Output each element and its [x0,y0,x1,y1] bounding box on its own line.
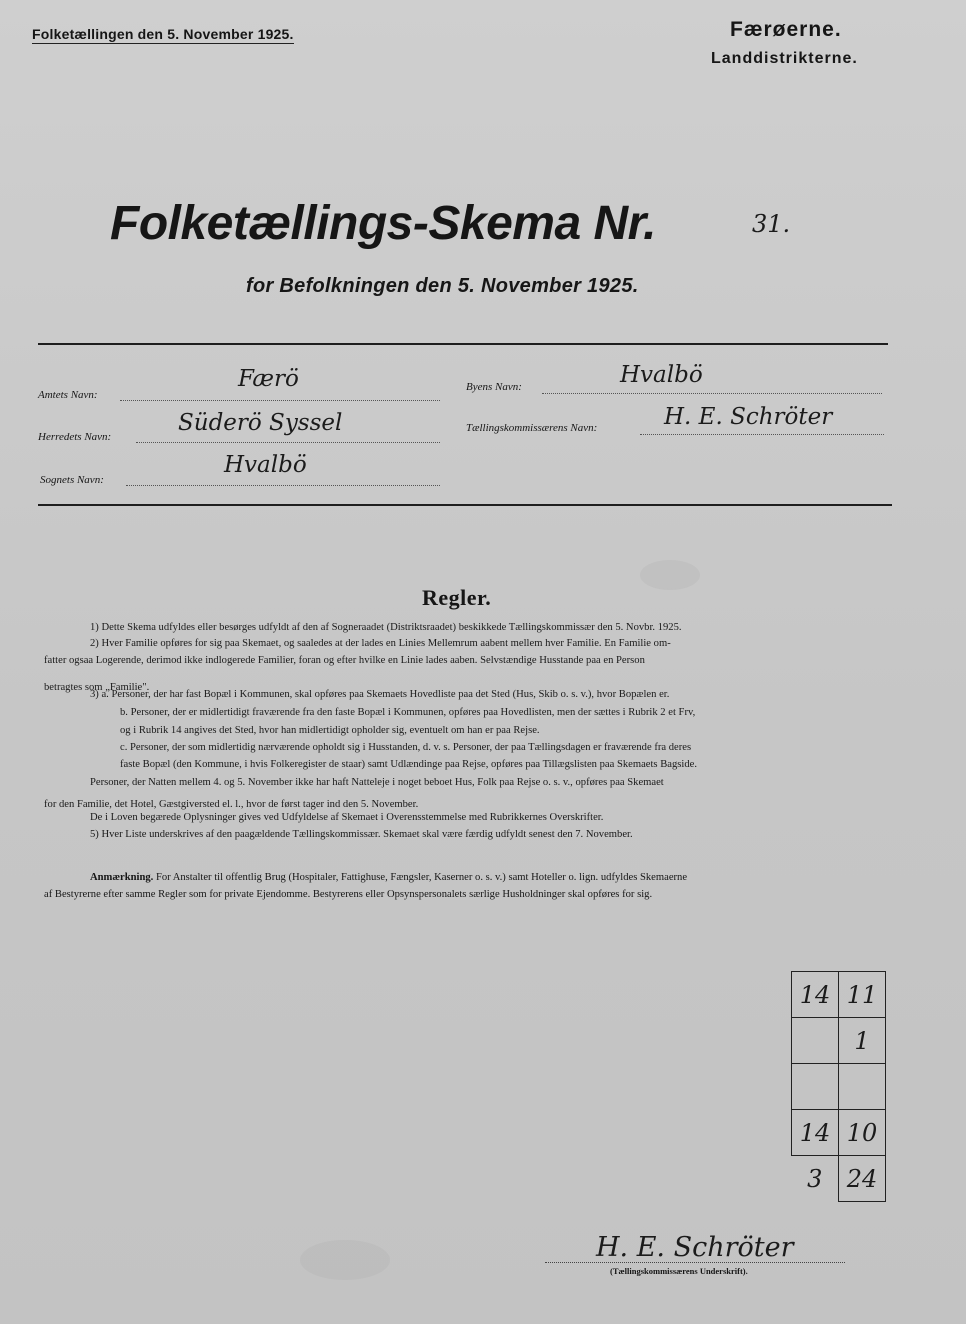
regler-heading: Regler. [422,585,492,610]
rule-line: b. Personer, der er midlertidigt fraværende fra den faste Bopæl i Kommunen, opføres paa Hovedlisten, men der sættes i Rubrik 2 et Frv, [120,707,696,718]
tally-row [792,1064,886,1110]
tally-cell: 1 [839,1018,886,1064]
tally-cell: 14 [792,972,839,1018]
paper-stain [300,1240,390,1280]
rule-line: 1) Dette Skema udfyldes eller besørges udfyldt af den af Sogneraadet (Distriktsraadet) beskikkede Tællingskommissær den 5. Novbr. 1925. [90,622,682,633]
rule-line: 3) a. Personer, der har fast Bopæl i Kommunen, skal opføres paa Skemaets Hovedliste paa det Sted (Hus, Skib o. s. v.), hvor Bopælen er. [90,689,670,700]
kommissaer-value: H. E. Schröter [664,404,833,430]
rule-line: fatter ogsaa Logerende, derimod ikke indlogerede Familier, foran og efter hvilke en Linie lades aaben. Selvstændige Husstande paa en Person [44,655,645,666]
sogn-line [126,485,440,486]
herred-value: Süderö Syssel [178,410,343,436]
signature-line [545,1262,845,1263]
amt-line [120,400,440,401]
by-line [542,393,882,394]
rule-line: faste Bopæl (den Kommune, i hvis Folkeregister de staar) samt Udlændinge paa Rejse, opføres paa Tillægslisten paa Skemaets Bagside. [120,759,697,770]
note-text-1: For Anstalter til offentlig Brug (Hospitaler, Fattighuse, Fængsler, Kaserner o. s. v.) samt Hoteller o. lign. udfyldes Skemaerne [155,872,688,883]
tally-cell: 10 [839,1110,886,1156]
tally-table [791,971,886,1202]
tally-cell: 3 [807,1164,823,1193]
district-header: Landdistrikterne. [711,50,858,67]
herred-line [136,442,440,443]
rule-line: og i Rubrik 14 angives det Sted, hvor han midlertidigt opholder sig, eventuelt om han er paa Rejse. [120,725,540,736]
note-line-1 [90,872,687,883]
tally-cell: 24 [839,1156,886,1202]
tally-cell: 11 [839,972,886,1018]
note-label: Anmærkning. [90,872,154,883]
bottom-rule [38,504,892,506]
amt-label: Amtets Navn: [38,389,98,401]
rule-line: 2) Hver Familie opføres for sig paa Skemaet, og saaledes at der lades en Linies Mellemrum aabent mellem hver Familie. En Familie om- [90,638,671,649]
census-date-header: Folketællingen den 5. November 1925. [32,26,294,42]
tally-row [792,1156,886,1202]
kommissaer-line [640,434,884,435]
rule-line: 5) Hver Liste underskrives af den paagældende Tællingskommissær. Skemaet skal være færdig udfyldt senest den 7. November. [90,829,633,840]
form-title: Folketællings-Skema Nr. [110,197,657,250]
top-rule [38,343,888,345]
tally-cell: 14 [792,1110,839,1156]
signature-caption: (Tællingskommissærens Underskrift). [610,1266,748,1276]
tally-row [792,972,886,1018]
rule-line: for den Familie, det Hotel, Gæstgiversted el. l., hvor de først tager ind den 5. November. [44,799,419,810]
signature-handwritten: H. E. Schröter [596,1232,794,1263]
sogn-value: Hvalbö [224,452,307,478]
rule-line: betragtes som „Familie". [44,682,150,693]
by-label: Byens Navn: [466,381,522,393]
paper-stain [640,560,700,590]
rule-line: De i Loven begærede Oplysninger gives ved Udfyldelse af Skemaet i Overensstemmelse med Rubrikkernes Overskrifter. [90,812,604,823]
kommissaer-label: Tællingskommissærens Navn: [466,422,598,434]
rule-line: Personer, der Natten mellem 4. og 5. November ikke har haft Natteleje i noget beboet Hus, Folk paa Rejse o. s. v., opføres paa Skemaet [90,777,664,788]
herred-label: Herredets Navn: [38,431,112,443]
amt-value: Færö [238,366,299,392]
rule-line: c. Personer, der som midlertidig nærværende opholdt sig i Husstanden, d. v. s. Personer, der paa Tællingsdagen er fraværende fra deres [120,742,692,753]
tally-row [792,1110,886,1156]
tally-row [792,1018,886,1064]
tally-cell [792,1064,839,1110]
by-value: Hvalbö [620,362,703,388]
region-header: Færøerne. [730,18,842,41]
form-subtitle: for Befolkningen den 5. November 1925. [246,275,639,297]
note-line-2: af Bestyrerne efter samme Regler som for private Ejendomme. Bestyrerens eller Opsynspersonalets særlige Husholdninger skal opføres for sig. [44,889,653,900]
form-number-handwritten: 31. [752,210,791,238]
tally-cell [839,1064,886,1110]
tally-cell [792,1018,839,1064]
sogn-label: Sognets Navn: [40,474,104,486]
